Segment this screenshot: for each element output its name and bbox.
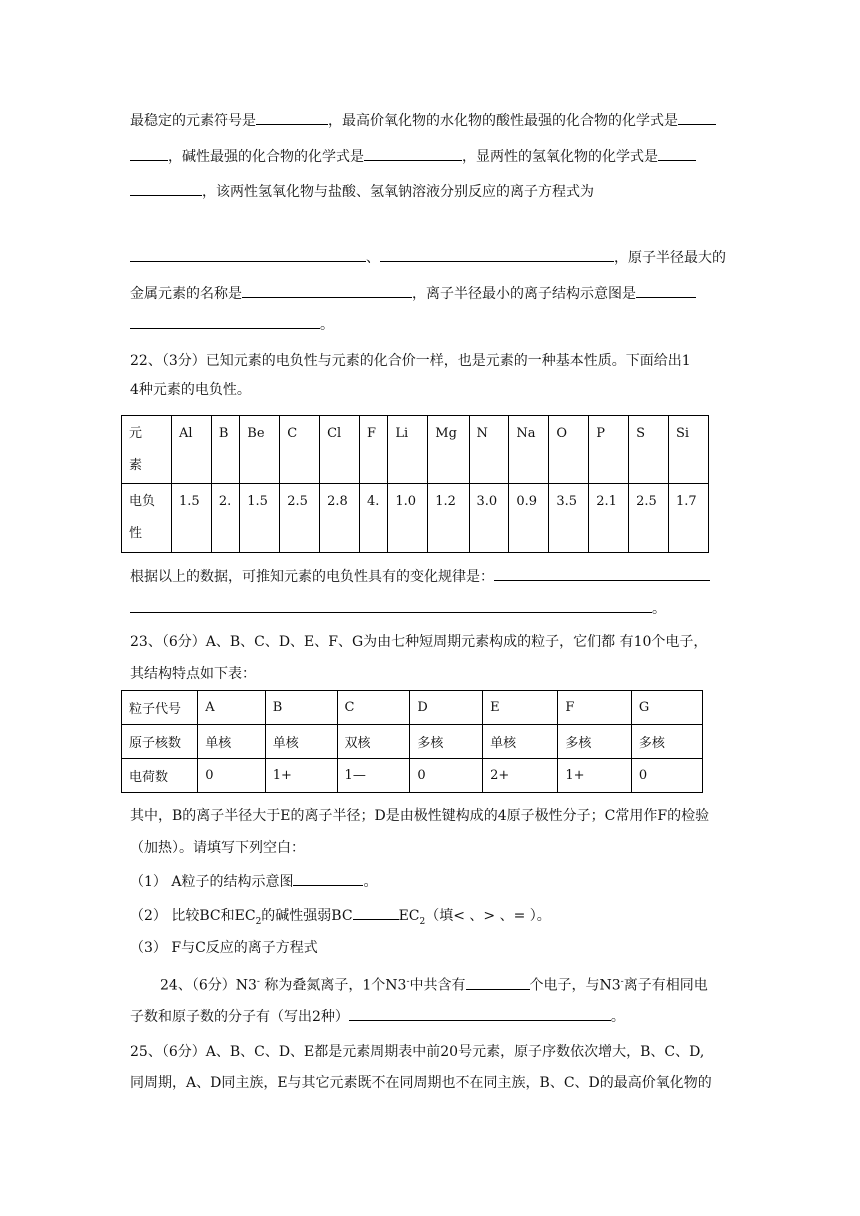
element-cell: Li [388,416,428,484]
particle-cell: F [558,691,632,725]
particle-cell: D [410,691,483,725]
element-cell: Mg [428,416,469,484]
blank-ion-diagram[interactable] [636,283,696,298]
electronegativity-value: 3.0 [469,484,509,553]
electronegativity-value: 1.7 [669,484,709,553]
q21-text: 最稳定的元素符号是 [130,113,256,129]
element-cell: B [211,416,239,484]
blank-compare[interactable] [353,905,399,920]
particle-cell: 多核 [558,725,632,759]
electronegativity-table [121,415,709,553]
particle-cell: 双核 [337,725,410,759]
electronegativity-value: 1.0 [388,484,428,553]
element-cell: C [280,416,320,484]
q23-prompt: 23、（6分）A、B、C、D、E、F、G为由七种短周期元素构成的粒子，它们都 有10个电子， [130,634,708,650]
particle-table [121,690,703,793]
blank-molecules[interactable] [349,1006,611,1021]
particle-table-row [122,691,703,725]
electronegativity-value: 2. [211,484,239,553]
electronegativity-value: 1.2 [428,484,469,553]
electronegativity-value: 4. [360,484,388,553]
q23-note-cont: （加热）。请填写下列空白： [130,840,305,856]
q23-prompt-cont: 其结构特点如下表： [130,666,256,682]
particle-cell: 单核 [483,725,558,759]
element-cell: P [589,416,629,484]
q24-line-2: 子数和原子数的分子有（写出2种） 。 [130,1006,625,1027]
q23-part-3: （3） F与C反应的离子方程式 [130,940,318,956]
element-cell: O [549,416,589,484]
q21-text: ，该两性氢氧化物与盐酸、氢氧钠溶液分别反应的离子方程式为 [202,184,594,200]
element-cell: Cl [320,416,360,484]
row-header-electronegativity: 电负 性 [122,484,172,553]
element-cell: N [469,416,509,484]
particle-cell: 0 [631,759,702,793]
q23-part-2: （2） 比较BC和$EC_2$的碱性强弱BC $EC_2$（填< 、> 、= ）。 [130,905,551,932]
q21-line-5 [130,283,696,304]
electronegativity-value: 0.9 [509,484,549,553]
element-cell: F [360,416,388,484]
q22-prompt: 22、（3分）已知元素的电负性与元素的化合价一样，也是元素的一种基本性质。下面给出1 [130,353,691,369]
blank-equation-2[interactable] [380,247,614,262]
particle-cell: 2+ [483,759,558,793]
electronegativity-value: 3.5 [549,484,589,553]
blank-trend-cont[interactable] [130,598,652,613]
blank-strongest-acid[interactable] [678,110,716,125]
blank-largest-metal[interactable] [242,283,412,298]
q21-line-1 [130,110,716,131]
q21-text: ，原子半径最大的 [614,250,726,266]
element-row [122,416,709,484]
blank-strongest-base[interactable] [364,146,462,161]
q22-text: 根据以上的数据，可推知元素的电负性具有的变化规律是： [130,569,494,585]
particle-cell: 1+ [558,759,632,793]
q21-line-6 [130,314,334,335]
q22-answer-line-2 [130,598,666,619]
particle-cell: B [265,691,337,725]
particle-cell: 多核 [631,725,702,759]
particle-row-header: 粒子代号 [122,691,198,725]
blank-ion-diagram-cont[interactable] [130,314,320,329]
q22-text: 。 [652,601,666,617]
particle-cell: G [631,691,702,725]
electronegativity-value: 1.5 [172,484,212,553]
particle-cell: 1— [337,759,410,793]
q24-line-1: 24、（6分）N3- 称为叠氮离子，1个N3-中共含有 个电子，与N3-离子有相同电 [160,972,708,996]
q25-prompt-cont: 同周期，A、D同主族，E与其它元素既不在同周期也不在同主族，B、C、D的最高价氧化物的 [130,1075,712,1091]
q21-line-4 [130,247,726,268]
electronegativity-value: 2.1 [589,484,629,553]
q21-line-3 [130,181,594,202]
particle-table-row [122,725,703,759]
particle-cell: 单核 [198,725,266,759]
row-header-element: 元 素 [122,416,172,484]
particle-cell: 0 [198,759,266,793]
element-cell: Be [240,416,280,484]
q21-text: ，离子半径最小的离子结构示意图是 [412,286,636,302]
blank-equation-1[interactable] [130,247,366,262]
q25-prompt: 25、（6分）A、B、C、D、E都是元素周期表中前20号元素，原子序数依次增大，B、C、D, [130,1044,705,1060]
q22-answer-line-1 [130,566,710,587]
q21-text: ，碱性最强的化合物的化学式是 [168,149,364,165]
particle-cell: 多核 [410,725,483,759]
blank-electron-count[interactable] [466,975,530,990]
particle-cell: 0 [410,759,483,793]
value-row [122,484,709,553]
particle-table-row [122,759,703,793]
q21-text: ，最高价氧化物的水化物的酸性最强的化合物的化学式是 [328,113,678,129]
blank-stable-element[interactable] [256,110,328,125]
q21-text: 、 [366,250,380,266]
q23-note: 其中，B的离子半径大于E的离子半径；D是由极性键构成的4原子极性分子；C常用作F的检验 [130,808,710,824]
q21-line-2 [130,146,696,167]
particle-cell: 1+ [265,759,337,793]
q21-text: 。 [320,317,334,333]
q23-part-1: （1） A粒子的结构示意图 。 [130,871,377,892]
electronegativity-value: 1.5 [240,484,280,553]
electronegativity-value: 2.5 [629,484,669,553]
particle-cell: C [337,691,410,725]
blank-a-diagram[interactable] [293,871,363,886]
particle-cell: 单核 [265,725,337,759]
blank-strongest-acid-cont[interactable] [130,146,168,161]
blank-amphoteric[interactable] [658,146,696,161]
element-cell: S [629,416,669,484]
element-cell: Al [172,416,212,484]
q21-text: ，显两性的氢氧化物的化学式是 [462,149,658,165]
element-cell: Si [669,416,709,484]
particle-row-header: 原子核数 [122,725,198,759]
electronegativity-value: 2.5 [280,484,320,553]
particle-cell: A [198,691,266,725]
blank-amphoteric-cont[interactable] [130,181,202,196]
electronegativity-value: 2.8 [320,484,360,553]
particle-cell: E [483,691,558,725]
element-cell: Na [509,416,549,484]
q22-prompt-cont: 4种元素的电负性。 [130,382,251,398]
blank-trend[interactable] [494,566,710,581]
particle-row-header: 电荷数 [122,759,198,793]
q21-text: 金属元素的名称是 [130,286,242,302]
